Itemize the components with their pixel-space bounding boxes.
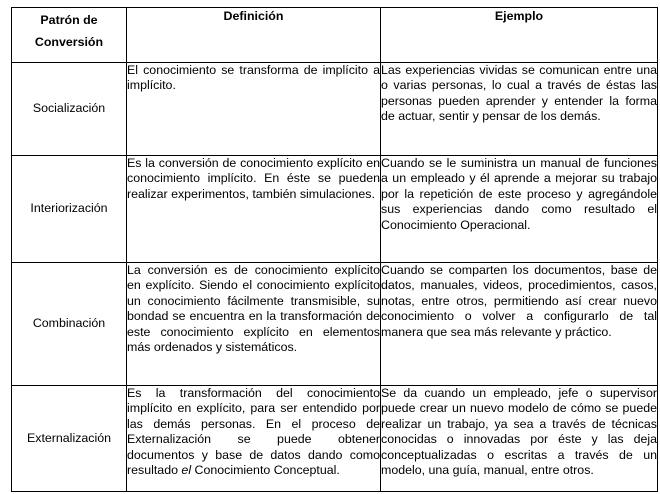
example-cell: Se da cuando un empleado, jefe o supervisor puede crear un nuevo modelo de cómo se puede realizar un trabajo, ya sea a través de técnicas conocidas o innovadas por éste y las deja conceptualizadas o escritas a través de un modelo, una guía, manual, entre otros. xyxy=(381,386,658,492)
table-row xyxy=(12,386,658,492)
pattern-name: Socialización xyxy=(12,63,127,156)
definition-cell: La conversión es de conocimiento explícito en explícito. Siendo el conocimiento explícito un conocimiento fácilmente transmisible, su bondad se encuentra en la transformación de este conocimiento explícito en elementos más ordenados y sistemáticos. xyxy=(127,263,381,386)
header-definicion: Definición xyxy=(127,8,381,63)
header-patron: Patrón de Conversión xyxy=(12,8,127,63)
definition-cell xyxy=(127,386,381,492)
definition-text-end: Conocimiento Conceptual. xyxy=(191,463,340,478)
definition-cell: El conocimiento se transforma de implícito a implícito. xyxy=(127,63,381,156)
header-row xyxy=(12,8,658,63)
example-cell: Cuando se le suministra un manual de funciones a un empleado y él aprende a mejorar su trabajo por la repetición de este proceso y agregándole sus experiencias dando como resultado el Conocimiento Operacional. xyxy=(381,156,658,263)
pattern-name: Combinación xyxy=(12,263,127,386)
pattern-name: Externalización xyxy=(12,386,127,492)
definition-text: Es la transformación del conocimiento implícito en explícito, para ser entendido por las demás personas. En el proceso de Externalización se puede obtener documentos y base de datos dando como resultado xyxy=(127,386,380,478)
example-cell: Cuando se comparten los documentos, base de datos, manuales, videos, procedimientos, casos, notas, entre otros, permitiendo así crear nuevo conocimiento o volver a configurarlo de tal manera que sea más relevante y práctico. xyxy=(381,263,658,386)
definition-emphasis: el xyxy=(181,463,192,478)
example-cell: Las experiencias vividas se comunican entre una o varias personas, lo cual a través de éstas las personas pueden aprender y entender la forma de actuar, sentir y pensar de los demás. xyxy=(381,63,658,156)
conversion-patterns-table xyxy=(11,7,658,492)
table-row xyxy=(12,263,658,386)
table-row xyxy=(12,63,658,156)
table-row xyxy=(12,156,658,263)
pattern-name: Interiorización xyxy=(12,156,127,263)
definition-cell: Es la conversión de conocimiento explícito en conocimiento implícito. En éste se pueden realizar experimentos, también simulaciones. xyxy=(127,156,381,263)
header-ejemplo: Ejemplo xyxy=(381,8,658,63)
